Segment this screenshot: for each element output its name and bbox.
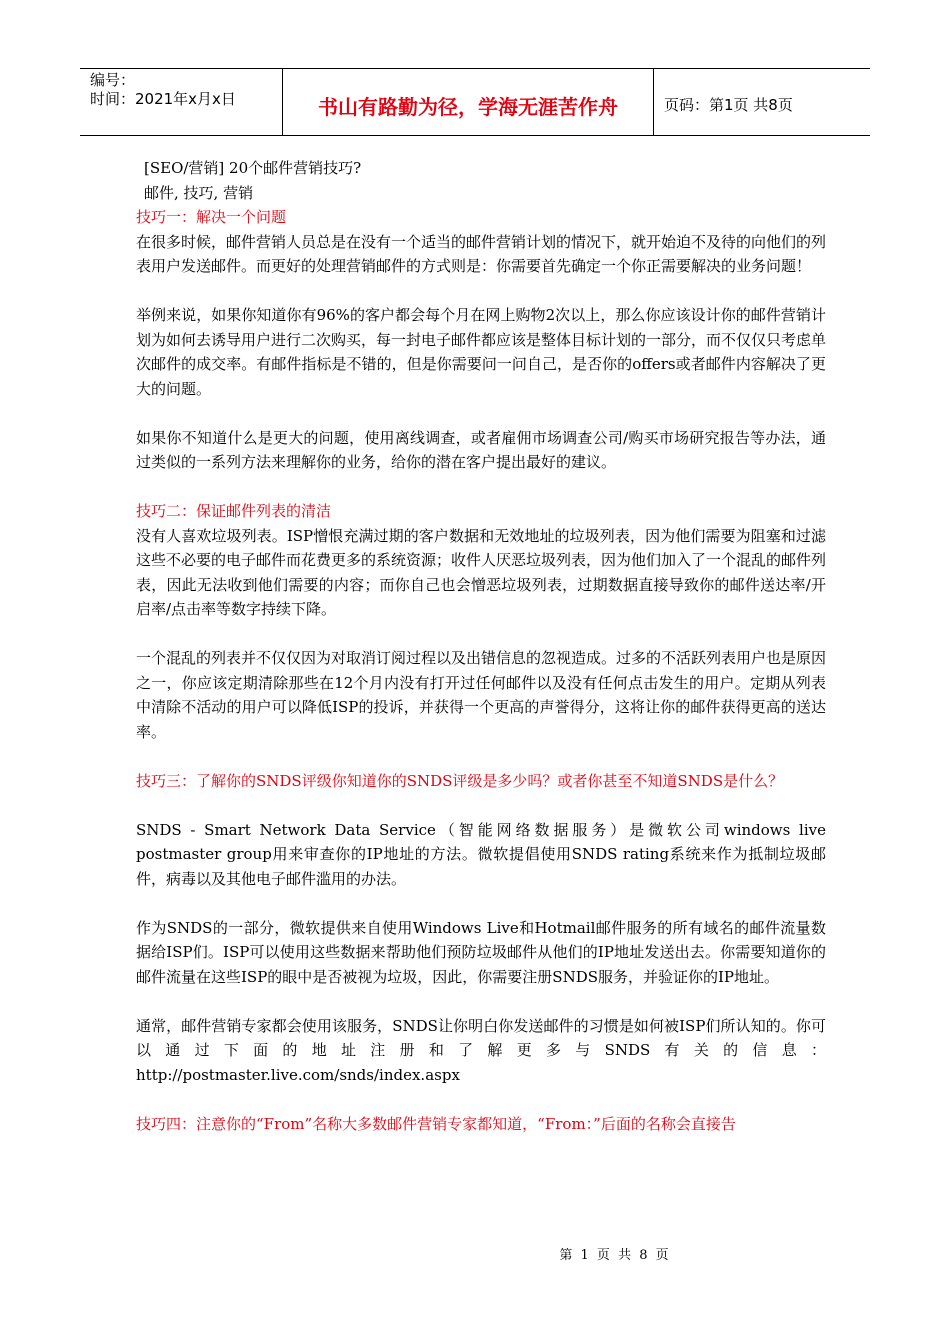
- header-date-label: 时间：2021年x月x日: [90, 90, 236, 108]
- tip2-heading: 技巧二：保证邮件列表的清洁: [136, 502, 332, 520]
- tip3-heading: 技巧三：了解你的SNDS评级你知道你的SNDS评级是多少吗？或者你甚至不知道SNDS是什么？: [136, 771, 784, 790]
- article-tags-line: 邮件, 技巧, 营销: [144, 183, 254, 202]
- tip2-paragraph-2: 一个混乱的列表并不仅仅因为对取消订阅过程以及出错信息的忽视造成。过多的不活跃列表用户也是原因之一，你应该定期清除那些在12个月内没有打开过任何邮件以及没有任何点击发生的用户。定期从列表中清除不活动的用户可以降低ISP的投诉，并获得一个更高的声誉得分，这将让你的邮件获得更高的送达率。: [136, 649, 827, 741]
- page-header: [80, 68, 870, 136]
- header-number-label: 编号：: [90, 71, 136, 89]
- header-meta: [80, 69, 282, 135]
- tip3-paragraph-2: 作为SNDS的一部分，微软提供来自使用Windows Live和Hotmail邮件服务的所有域名的邮件流量数据给ISP们。ISP可以使用这些数据来帮助他们预防垃圾邮件从他们的IP地址发送出去。你需要知道你的邮件流量在这些ISP的眼中是否被视为垃圾，因此，你需要注册SNDS服务，并验证你的IP地址。: [136, 918, 826, 986]
- tip3-paragraph-3: 通常，邮件营销专家都会使用该服务，SNDS让你明白你发送邮件的习惯是如何被ISP们所认知的。你可以通过下面的地址注册和了解更多与SNDS有关的信息：http://postmaster.live.com/snds/index.aspx: [136, 1016, 826, 1084]
- tip2-paragraph-1: 没有人喜欢垃圾列表。ISP憎恨充满过期的客户数据和无效地址的垃圾列表，因为他们需要为阻塞和过滤这些不必要的电子邮件而花费更多的系统资源；收件人厌恶垃圾列表，因为他们加入了一个混乱的邮件列表，因此无法收到他们需要的内容；而你自己也会憎恶垃圾列表，过期数据直接导致你的邮件送达率/开启率/点击率等数字持续下降。: [136, 526, 827, 618]
- tip1-paragraph-3: 如果你不知道什么是更大的问题，使用离线调查，或者雇佣市场调查公司/购买市场研究报告等办法，通过类似的一系列方法来理解你的业务，给你的潜在客户提出最好的建议。: [136, 428, 826, 471]
- tip4-heading: 技巧四：注意你的“From”名称大多数邮件营销专家都知道，“From：”后面的名称会直接告: [136, 1114, 736, 1133]
- tip1-paragraph-2: 举例来说，如果你知道你有96%的客户都会每个月在网上购物2次以上，那么你应该设计你的邮件营销计划为如何去诱导用户进行二次购买，每一封电子邮件都应该是整体目标计划的一部分，而不仅仅只考虑单次邮件的成交率。有邮件指标是不错的，但是你需要问一问自己，是否你的offers或者邮件内容解决了更大的问题。: [136, 306, 827, 398]
- article-body: [136, 156, 826, 1136]
- tip1-paragraph-1: 在很多时候，邮件营销人员总是在没有一个适当的邮件营销计划的情况下，就开始迫不及待的向他们的列表用户发送邮件。而更好的处理营销邮件的方式则是：你需要首先确定一个你正需要解决的业务问题！: [136, 232, 827, 275]
- tip3-paragraph-1: SNDS - Smart Network Data Service（智能网络数据服务）是微软公司windows live postmaster group用来审查你的IP地址的方法。微软提倡使用SNDS rating系统来作为抵制垃圾邮件，病毒以及其他电子邮件滥用的办法。: [136, 820, 826, 888]
- header-page-info: 页码：第1页 共8页: [664, 95, 793, 114]
- page-footer: 第 1 页 共 8 页: [559, 1248, 671, 1263]
- header-motto: 书山有路勤为径，学海无涯苦作舟: [282, 69, 654, 135]
- tip1-heading: 技巧一：解决一个问题: [136, 208, 287, 226]
- article-title-line: [SEO/营销] 20个邮件营销技巧?: [144, 159, 362, 177]
